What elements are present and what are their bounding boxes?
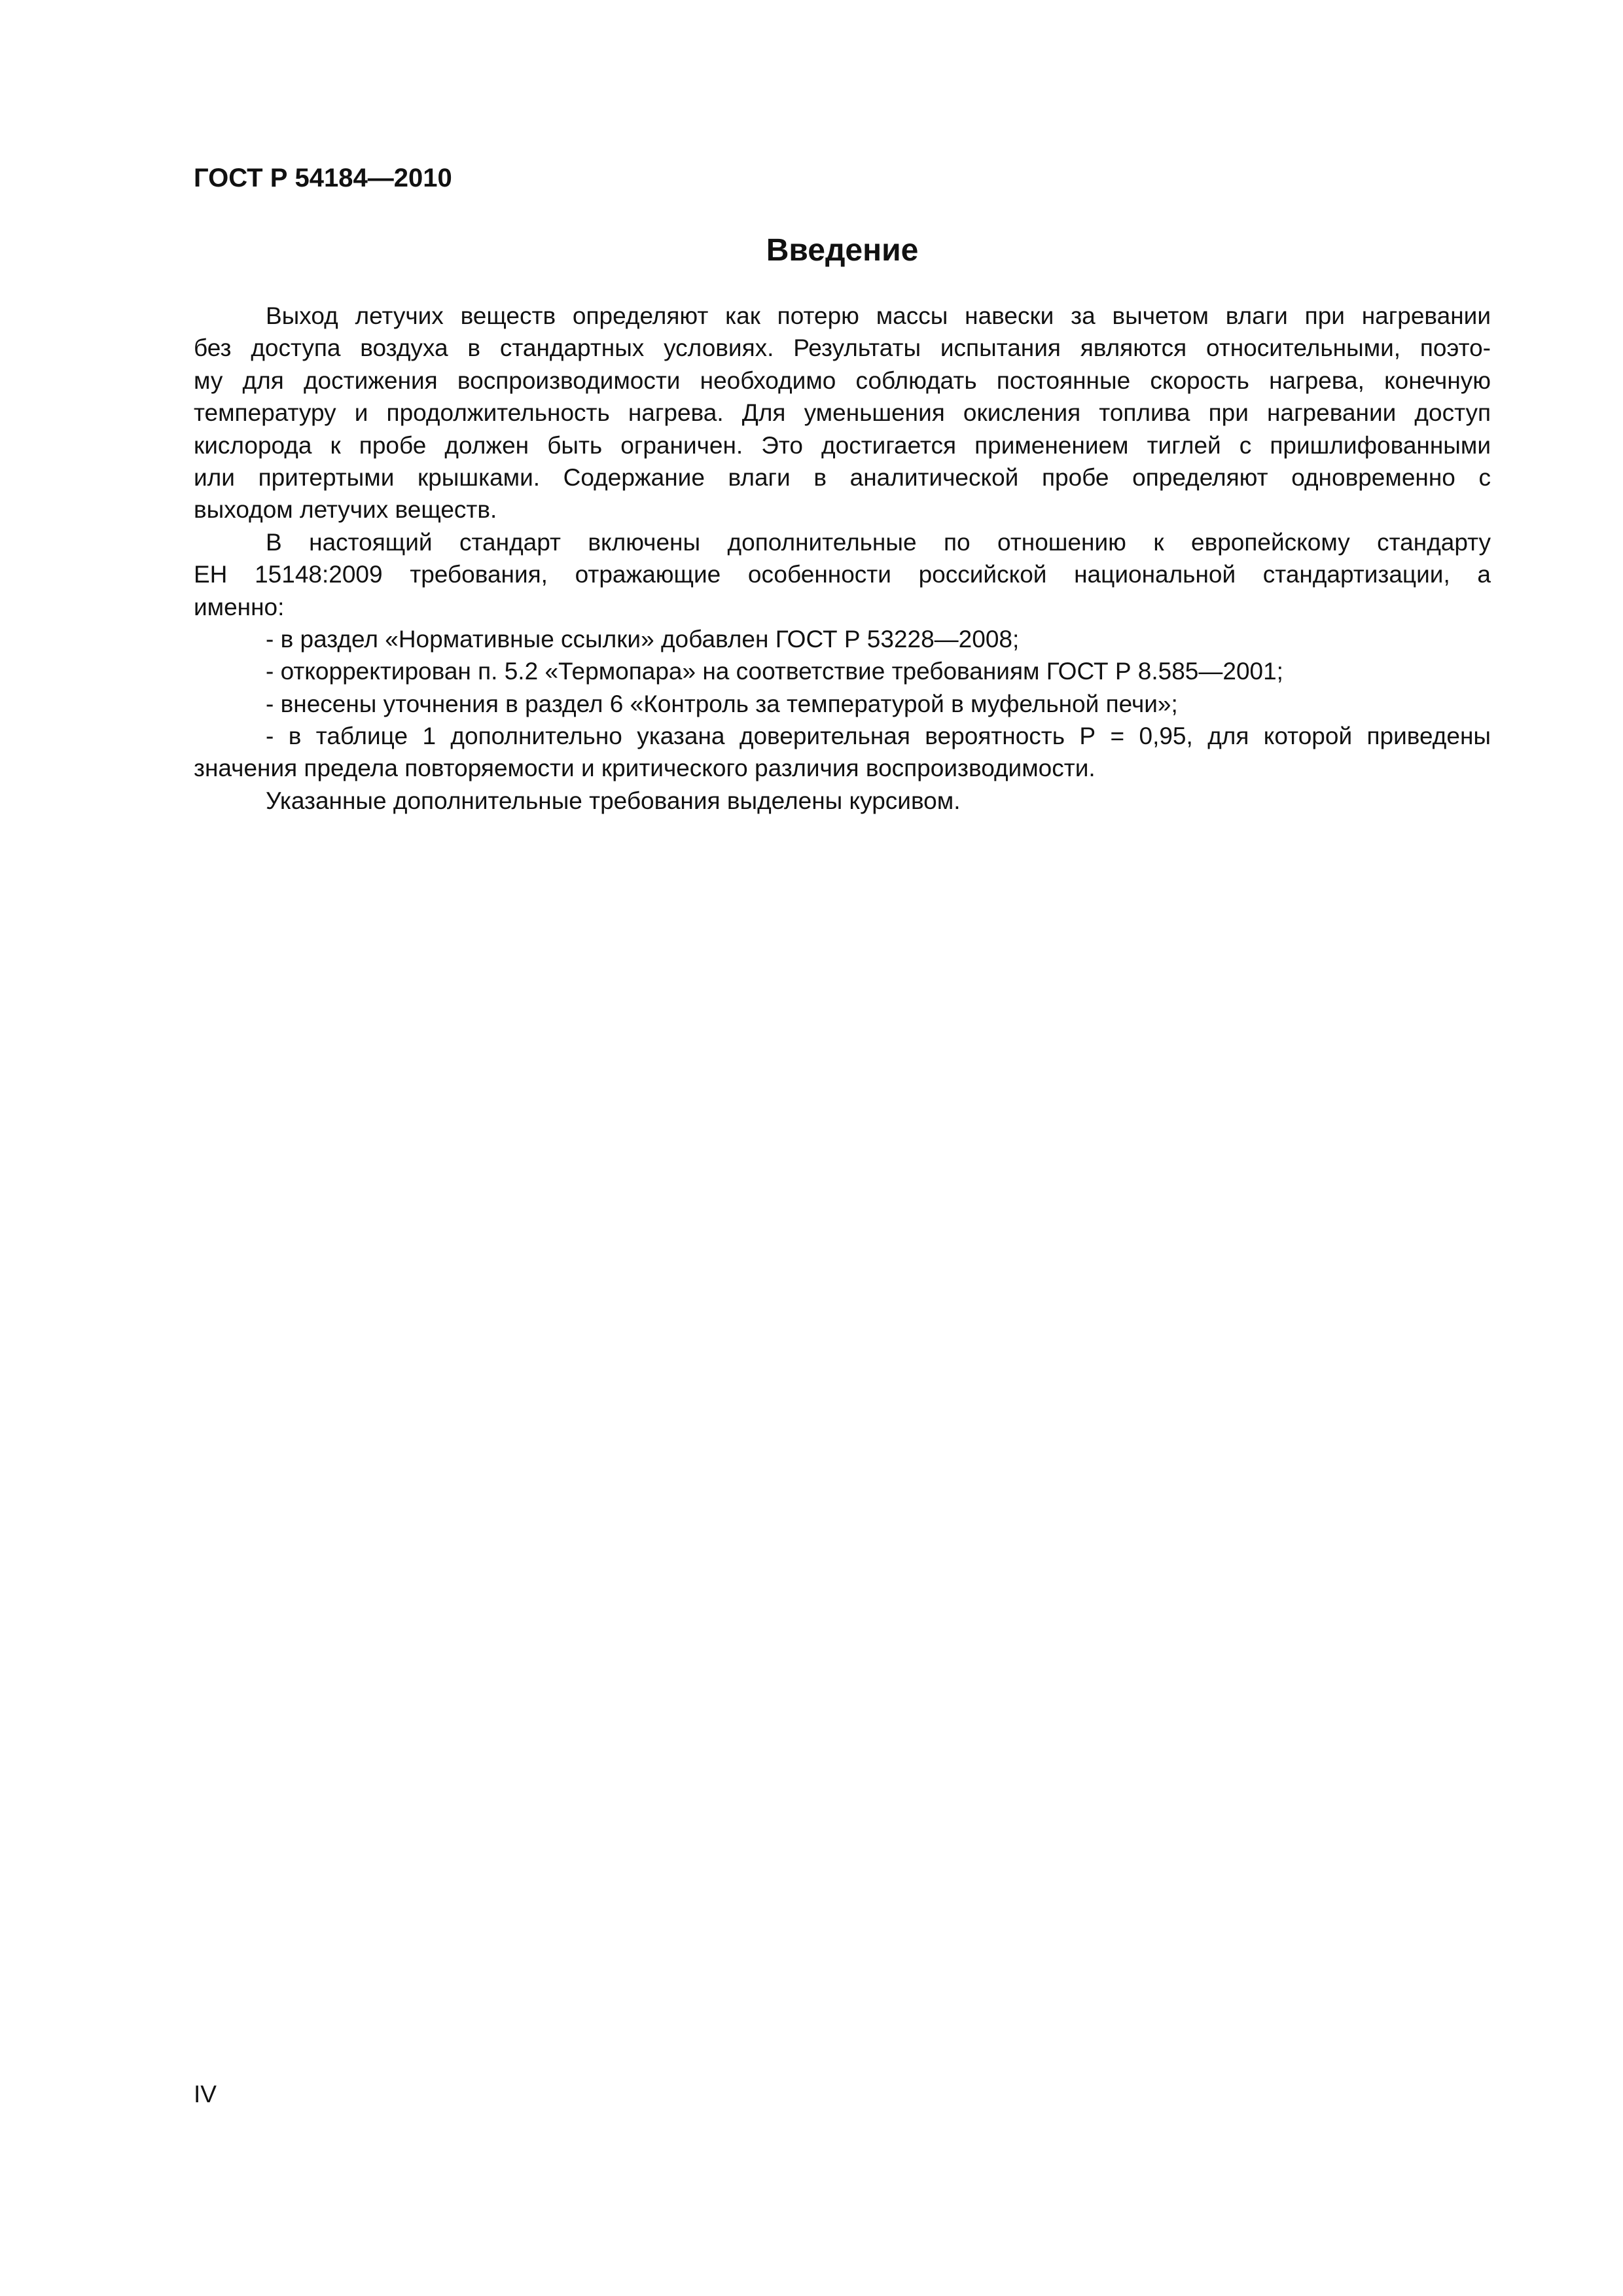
text-line: кислорода к пробе должен быть ограничен. Это достигается применением тиглей с пришлифованными — [194, 431, 1491, 459]
text-line: му для достижения воспроизводимости необходимо соблюдать постоянные скорость нагрева, конечную — [194, 367, 1491, 394]
list-item: - откорректирован п. 5.2 «Термопара» на соответствие требованиям ГОСТ Р 8.585—2001; — [266, 658, 1283, 685]
text-line: именно: — [194, 593, 285, 620]
text-line: В настоящий стандарт включены дополнительные по отношению к европейскому стандарту — [266, 528, 1491, 556]
text-line: ЕН 15148:2009 требования, отражающие особенности российской национальной стандартизации, а — [194, 561, 1491, 588]
text-line: Указанные дополнительные требования выделены курсивом. — [266, 787, 961, 814]
section-title: Введение — [766, 233, 919, 268]
document-code: ГОСТ Р 54184—2010 — [194, 164, 452, 192]
text-line: или притертыми крышками. Содержание влаги в аналитической пробе определяют одновременно с — [194, 463, 1491, 491]
list-item: - в таблице 1 дополнительно указана доверительная вероятность Р = 0,95, для которой приведены — [266, 723, 1491, 750]
page-number: IV — [194, 2081, 217, 2108]
list-item: - в раздел «Нормативные ссылки» добавлен ГОСТ Р 53228—2008; — [266, 625, 1020, 653]
list-item: - внесены уточнения в раздел 6 «Контроль за температурой в муфельной печи»; — [266, 690, 1178, 717]
text-line: Выход летучих веществ определяют как потерю массы навески за вычетом влаги при нагревании — [266, 302, 1491, 329]
introduction-text — [194, 300, 1491, 817]
text-line: без доступа воздуха в стандартных условиях. Результаты испытания являются относительными, поэто- — [194, 334, 1491, 362]
text-line: температуру и продолжительность нагрева. Для уменьшения окисления топлива при нагревании доступ — [194, 399, 1491, 427]
list-item-continuation: значения предела повторяемости и критического различия воспроизводимости. — [194, 755, 1096, 782]
text-line: выходом летучих веществ. — [194, 496, 497, 524]
